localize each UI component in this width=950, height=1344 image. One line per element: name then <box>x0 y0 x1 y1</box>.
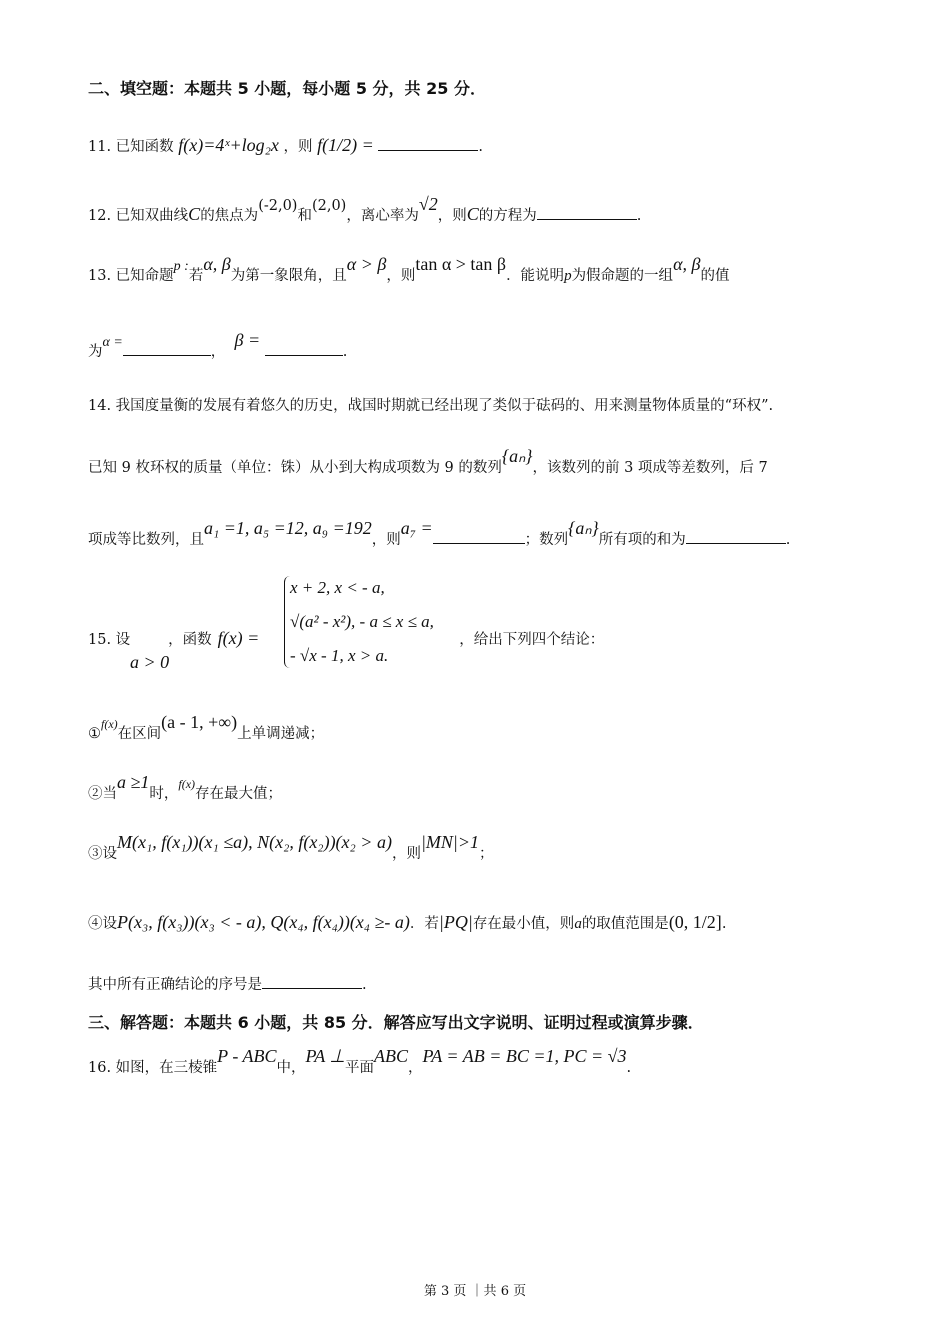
q16-text: 中， <box>276 1060 306 1076</box>
condition: a ≥1 <box>117 772 150 792</box>
eccentricity: √2 <box>418 194 438 214</box>
answer-blank-a7 <box>433 529 525 544</box>
q12-text: 和 <box>297 208 312 224</box>
q15-final <box>88 973 367 994</box>
question-12 <box>88 194 642 225</box>
q15-text: ，给出下列四个结论： <box>459 632 605 648</box>
var-a: a <box>574 916 582 932</box>
q14-text: ；数列 <box>524 532 569 548</box>
q14-text: 所有项的和为 <box>598 532 686 548</box>
q15-final-text: 其中所有正确结论的序号是 <box>88 977 262 993</box>
question-14-line3 <box>88 518 791 549</box>
conclusion-2 <box>88 772 283 803</box>
interval: (a - 1, +∞) <box>161 712 238 732</box>
inequality: α > β <box>346 254 387 274</box>
points-pq: P(x₃, f(x₃))(x₃ < - a), Q(x₄, f(x₄))(x₄ ≥- a) <box>117 912 410 932</box>
fx: f(x) <box>178 777 196 791</box>
answer-blank-sum <box>686 529 786 544</box>
q12-text: ，离心率为 <box>346 208 419 224</box>
question-14-line2 <box>88 446 768 477</box>
condition-a-positive: a > 0 <box>130 652 170 672</box>
answer-blank <box>378 136 478 151</box>
q16-end: . <box>626 1060 632 1076</box>
q13-text: 的值 <box>700 268 730 284</box>
c1-text: 在区间 <box>117 726 162 742</box>
alpha-beta: α, β <box>673 254 701 274</box>
answer-blank <box>537 205 637 220</box>
conclusion-4 <box>88 912 726 933</box>
beta-label: β = <box>234 330 261 350</box>
q14-text: ，则 <box>371 532 401 548</box>
range: (0, 1/2] <box>668 912 722 932</box>
sequence-an: {aₙ} <box>501 446 533 466</box>
q13-text: ．能说明 <box>506 268 565 284</box>
points-mn: M(x₁, f(x₁))(x₁ ≤a), N(x₂, f(x₂))(x₂ > a) <box>117 832 392 852</box>
answer-blank-beta <box>265 341 343 356</box>
page-footer: 第 3 页 ｜共 6 页 <box>423 1284 527 1299</box>
c3-text: ，则 <box>391 846 421 862</box>
q12-text: 的方程为 <box>478 208 537 224</box>
fx: f(x) <box>101 717 118 731</box>
q11-text: ，则 <box>283 139 313 155</box>
question-16 <box>88 1046 632 1077</box>
a7-label: a₇ = <box>400 518 433 538</box>
prop-p: p <box>564 268 572 284</box>
mn-inequality: |MN|>1 <box>420 832 479 852</box>
q14-text: 已知 9 枚环权的质量（单位：铢）从小到大构成项数为 9 的数列 <box>88 460 502 476</box>
piece-2: √(a² - x²), - a ≤ x ≤ a, <box>290 612 434 631</box>
pa-perp: PA ⊥ <box>305 1046 346 1066</box>
piece-3: - √x - 1, x > a. <box>290 646 389 665</box>
q14-text: 项成等比数列，且 <box>88 532 204 548</box>
lengths: PA = AB = BC =1, PC = √3 <box>422 1046 627 1066</box>
q15-final-end: . <box>362 977 367 993</box>
alpha-beta: α, β <box>203 254 231 274</box>
c1-text: ① <box>88 726 101 742</box>
piece-1: x + 2, x < - a, <box>290 578 385 597</box>
c3-text: ③设 <box>88 846 117 862</box>
focus-2: (2,0) <box>311 198 347 214</box>
conclusion-3 <box>88 832 494 863</box>
q16-text: ， <box>408 1060 423 1076</box>
q12-text: 的焦点为 <box>200 208 259 224</box>
q13-text: 为第一象限角，且 <box>230 268 347 284</box>
question-14: 14. 我国度量衡的发展有着悠久的历史，战国时期就已经出现了类似于砝码的、用来测量物体质量的“环权”. <box>88 398 774 414</box>
plane-abc: ABC <box>374 1046 409 1066</box>
conclusion-1 <box>88 712 325 743</box>
q14-text: ，该数列的前 3 项成等差数列，后 7 <box>532 460 768 476</box>
q13-text: 13. 已知命题 <box>88 268 174 284</box>
q16-text: 16. 如图，在三棱锥 <box>88 1060 218 1076</box>
sequence-an: {aₙ} <box>568 518 599 538</box>
var-c: C <box>188 204 201 224</box>
c4-text: 存在最小值，则 <box>472 916 575 932</box>
c3-text: ； <box>479 846 494 862</box>
q15-text: 15. 设 <box>88 632 131 648</box>
q15-text: ，函数 <box>168 632 212 648</box>
q13-text: ，则 <box>386 268 416 284</box>
section-2-heading: 二、填空题：本题共 5 小题，每小题 5 分，共 25 分． <box>88 79 486 98</box>
c4-text: ④设 <box>88 916 117 932</box>
function-label: f(x) = <box>217 628 260 648</box>
question-11 <box>88 135 483 156</box>
tetrahedron: P - ABC <box>217 1046 277 1066</box>
c2-text: ②当 <box>88 786 117 802</box>
q16-text: 平面 <box>345 1060 375 1076</box>
c2-text: 存在最大值； <box>195 786 283 802</box>
tan-inequality: tan α > tan β <box>415 254 507 274</box>
alpha-label: α = <box>102 335 123 350</box>
c2-text: 时， <box>149 786 179 802</box>
prop-p: p : <box>173 259 189 274</box>
c4-end: . <box>721 916 727 932</box>
sequence-conditions: a₁ =1, a₅ =12, a₉ =192 <box>204 518 372 538</box>
focus-1: (-2,0) <box>258 198 298 214</box>
answer-blank-alpha <box>123 341 211 356</box>
q11-expression: f(1/2) = <box>317 135 374 155</box>
q11-function: f(x)=4ˣ+log₂x <box>178 135 279 155</box>
c4-text: 的取值范围是 <box>581 916 669 932</box>
q11-text: 11. 已知函数 <box>88 139 174 155</box>
c4-text: ．若 <box>409 916 439 932</box>
question-13-line2 <box>88 330 348 361</box>
var-c: C <box>466 204 479 224</box>
q12-text: 12. 已知双曲线 <box>88 208 189 224</box>
q12-end: . <box>636 208 642 224</box>
q13-text: 为 <box>88 344 103 360</box>
question-13 <box>88 254 730 285</box>
q14-end: . <box>785 532 791 548</box>
answer-blank <box>262 974 362 989</box>
q13-text: 若 <box>188 268 204 284</box>
c1-text: 上单调递减； <box>237 726 325 742</box>
q13-text: 为假命题的一组 <box>571 268 674 284</box>
pq: |PQ| <box>438 912 473 932</box>
q13-end: . <box>342 344 348 360</box>
q13-text: ， <box>210 344 226 360</box>
q11-end: . <box>478 139 483 155</box>
section-3-heading: 三、解答题：本题共 6 小题，共 85 分．解答应写出文字说明、证明过程或演算步骤． <box>88 1013 704 1032</box>
q12-text: ，则 <box>437 208 467 224</box>
